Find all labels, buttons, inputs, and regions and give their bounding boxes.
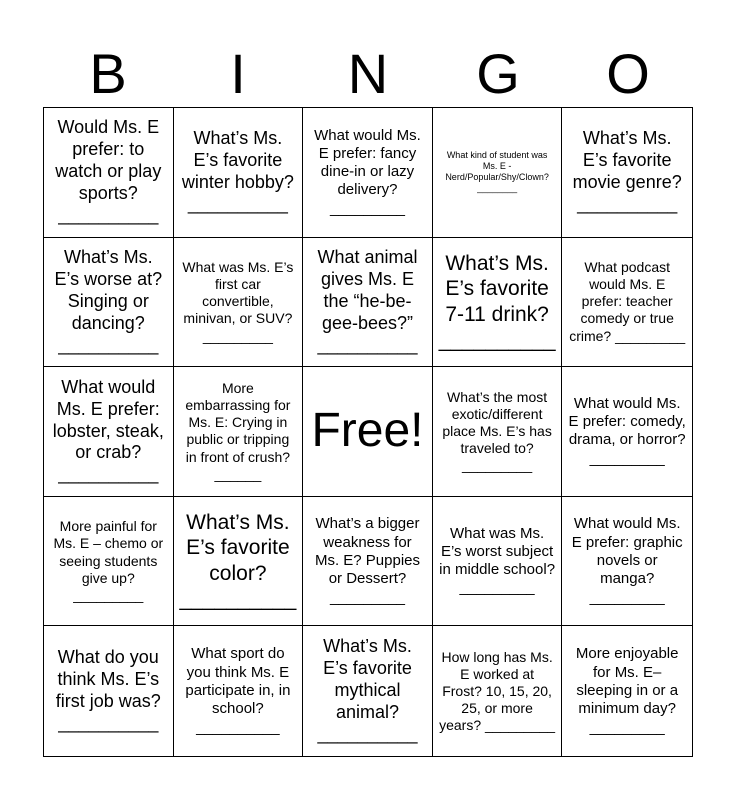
cell-text: What’s the most exotic/different place Ms. E’s has traveled to? _________ — [442, 388, 552, 474]
bingo-board — [43, 107, 693, 757]
bingo-cell[interactable] — [433, 367, 563, 497]
cell-text: What was Ms. E’s first car convertible, minivan, or SUV? _________ — [182, 259, 294, 344]
bingo-cell[interactable] — [174, 497, 304, 627]
cell-text: What would Ms. E prefer: lobster, steak, or crab? __________ — [52, 376, 164, 485]
cell-text: More painful for Ms. E – chemo or seeing students give up? _________ — [53, 518, 164, 603]
cell-text: What’s Ms. E’s favorite 7-11 drink? __________ — [438, 251, 556, 352]
bingo-cell[interactable] — [433, 238, 563, 368]
cell-text: More enjoyable for Ms. E– sleeping in or a minimum day? _________ — [575, 645, 679, 736]
bingo-cell[interactable] — [433, 497, 563, 627]
header-letter-n: N — [347, 42, 389, 105]
cell-text: How long has Ms. E worked at Frost? 10, 15, 20, 25, or more years? _________ — [439, 648, 556, 733]
bingo-cell[interactable] — [303, 108, 433, 238]
bingo-cell[interactable] — [303, 497, 433, 627]
bingo-cell[interactable] — [562, 238, 692, 368]
cell-text: What’s Ms. E’s favorite movie genre? __________ — [572, 128, 682, 215]
cell-text: What’s a bigger weakness for Ms. E? Puppies or Dessert? _________ — [314, 515, 421, 606]
cell-text: What’s Ms. E’s favorite color? __________ — [179, 510, 297, 611]
bingo-cell[interactable] — [174, 108, 304, 238]
cell-text: What would Ms. E prefer: graphic novels or manga? _________ — [571, 515, 683, 606]
bingo-cell[interactable] — [303, 238, 433, 368]
bingo-cell[interactable] — [44, 367, 174, 497]
bingo-cell[interactable] — [174, 626, 304, 756]
cell-text: What’s Ms. E’s favorite winter hobby? __________ — [181, 128, 294, 215]
cell-text: What was Ms. E’s worst subject in middle school? _________ — [439, 524, 556, 597]
cell-text: What’s Ms. E’s worse at? Singing or dancing? __________ — [54, 247, 163, 355]
bingo-header — [43, 44, 693, 104]
bingo-cell[interactable] — [562, 108, 692, 238]
cell-text: What would Ms. E prefer: fancy dine-in or lazy delivery? _________ — [314, 126, 421, 217]
bingo-cell[interactable] — [44, 626, 174, 756]
bingo-cell[interactable] — [433, 626, 563, 756]
free-cell[interactable] — [303, 367, 433, 497]
cell-text: What kind of student was Ms. E - Nerd/Popular/Shy/Clown? ________ — [445, 150, 549, 194]
bingo-cell[interactable] — [44, 497, 174, 627]
bingo-cell[interactable] — [562, 626, 692, 756]
cell-text: What would Ms. E prefer: comedy, drama, or horror? _________ — [568, 394, 686, 467]
bingo-cell[interactable] — [174, 367, 304, 497]
bingo-cell[interactable] — [562, 367, 692, 497]
cell-text: What do you think Ms. E’s first job was? __________ — [55, 647, 161, 734]
bingo-cell[interactable] — [303, 626, 433, 756]
header-letter-b: B — [89, 42, 127, 105]
bingo-cell[interactable] — [44, 108, 174, 238]
header-letter-o: O — [606, 42, 650, 105]
cell-text: More embarrassing for Ms. E: Crying in public or tripping in front of crush? ______ — [185, 380, 291, 482]
header-letter-g: G — [476, 42, 520, 105]
bingo-cell[interactable] — [562, 497, 692, 627]
cell-text: What animal gives Ms. E the “he-be-gee-bees?” __________ — [317, 247, 418, 355]
bingo-cell[interactable] — [44, 238, 174, 368]
bingo-cell[interactable] — [174, 238, 304, 368]
header-letter-i: I — [230, 42, 246, 105]
cell-text: What’s Ms. E’s favorite mythical animal? __________ — [317, 636, 418, 745]
cell-text: Would Ms. E prefer: to watch or play sports? __________ — [55, 117, 162, 226]
cell-text: What podcast would Ms. E prefer: teacher comedy or true crime? _________ — [569, 259, 686, 344]
cell-text: What sport do you think Ms. E participate in, in school? __________ — [185, 645, 291, 736]
bingo-cell[interactable] — [433, 108, 563, 238]
free-text: Free! — [311, 404, 424, 458]
